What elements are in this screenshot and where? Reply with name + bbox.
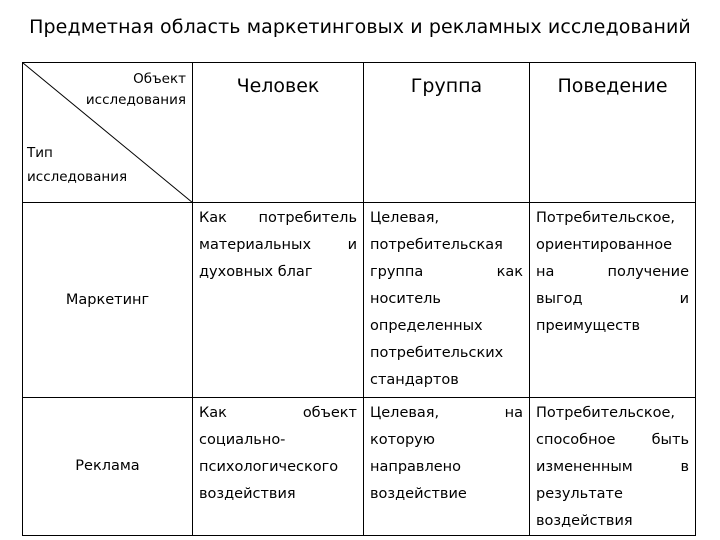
type-label: Тип исследования	[27, 145, 128, 185]
table-row-advertising	[23, 398, 696, 536]
advertising-person-cell: Как объект социально-психологического воздействия	[193, 398, 364, 536]
research-table	[22, 62, 696, 536]
table-row-marketing	[23, 203, 696, 398]
advertising-behavior-cell: Потребительское, способное быть измененным в результате воздействия	[530, 398, 696, 536]
header-row	[23, 63, 696, 203]
page-title: Предметная область маркетинговых и рекламных исследований	[29, 16, 691, 38]
header-group: Группа	[364, 63, 530, 203]
object-label: Объект исследования	[85, 71, 186, 108]
header-behavior: Поведение	[530, 63, 696, 203]
header-person: Человек	[193, 63, 364, 203]
row-label-advertising: Реклама	[23, 398, 193, 536]
marketing-behavior-cell: Потребительское, ориентированное на получение выгод и преимуществ	[530, 203, 696, 398]
row-label-marketing: Маркетинг	[23, 203, 193, 398]
advertising-group-cell: Целевая, на которую направлено воздействие	[364, 398, 530, 536]
marketing-group-cell: Целевая, потребительская группа как носитель определенных потребительских стандартов	[364, 203, 530, 398]
marketing-person-cell: Как потребитель материальных и духовных благ	[193, 203, 364, 398]
corner-cell	[23, 63, 193, 203]
